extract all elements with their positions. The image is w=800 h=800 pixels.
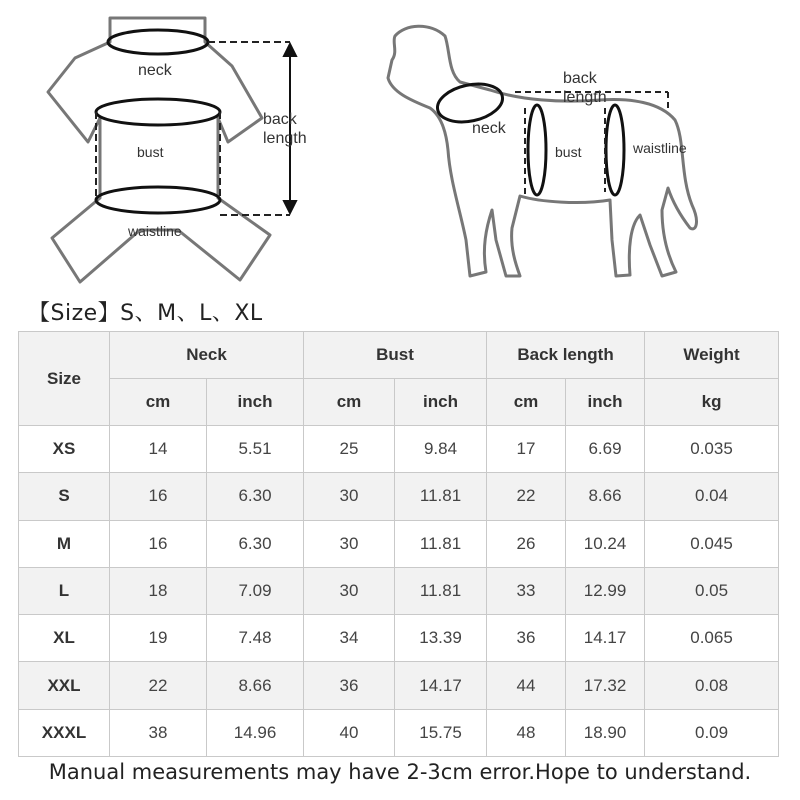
measurement-diagrams	[0, 0, 800, 295]
bust-inch-cell: 11.81	[395, 473, 487, 520]
back-length-arrow	[284, 44, 296, 213]
unit-neck-inch: inch	[207, 379, 304, 426]
back-inch-cell: 8.66	[566, 473, 645, 520]
table-body	[19, 426, 779, 757]
back-cm-cell: 48	[487, 709, 566, 756]
dog-neck-label: neck	[472, 120, 506, 137]
size-cell: M	[19, 520, 110, 567]
neck-cm-cell: 38	[110, 709, 207, 756]
garment-neck-label: neck	[138, 62, 172, 79]
table-row	[19, 473, 779, 520]
header-weight: Weight	[645, 332, 779, 379]
dog-length-label: length	[563, 89, 607, 106]
garment-bust-label: bust	[137, 144, 164, 160]
bust-cm-cell: 30	[304, 520, 395, 567]
dog-waistline-label: waistline	[633, 140, 687, 156]
neck-cm-cell: 16	[110, 473, 207, 520]
unit-bust-inch: inch	[395, 379, 487, 426]
table-row	[19, 615, 779, 662]
weight-kg-cell: 0.035	[645, 426, 779, 473]
neck-inch-cell: 7.09	[207, 567, 304, 614]
measurement-disclaimer: Manual measurements may have 2-3cm error.Hope to understand.	[48, 760, 752, 784]
unit-back-inch: inch	[566, 379, 645, 426]
available-sizes: 【Size】S、M、L、XL	[28, 301, 263, 326]
neck-inch-cell: 5.51	[207, 426, 304, 473]
table-header	[19, 332, 779, 426]
table-row	[19, 426, 779, 473]
bust-cm-cell: 30	[304, 567, 395, 614]
size-cell: XXL	[19, 662, 110, 709]
back-cm-cell: 26	[487, 520, 566, 567]
bust-cm-cell: 40	[304, 709, 395, 756]
header-size: Size	[19, 332, 110, 426]
table-row	[19, 520, 779, 567]
neck-inch-cell: 6.30	[207, 520, 304, 567]
bust-inch-cell: 9.84	[395, 426, 487, 473]
dog-back-label: back	[563, 70, 597, 87]
back-cm-cell: 22	[487, 473, 566, 520]
neck-inch-cell: 14.96	[207, 709, 304, 756]
table-row	[19, 709, 779, 756]
size-chart-table	[18, 331, 779, 757]
neck-cm-cell: 22	[110, 662, 207, 709]
back-cm-cell: 33	[487, 567, 566, 614]
size-cell: L	[19, 567, 110, 614]
size-cell: XS	[19, 426, 110, 473]
header-bust: Bust	[304, 332, 487, 379]
bust-inch-cell: 11.81	[395, 520, 487, 567]
back-inch-cell: 17.32	[566, 662, 645, 709]
garment-back-label: back	[263, 111, 297, 128]
table-row	[19, 662, 779, 709]
header-back-length: Back length	[487, 332, 645, 379]
back-cm-cell: 17	[487, 426, 566, 473]
neck-cm-cell: 19	[110, 615, 207, 662]
bust-inch-cell: 13.39	[395, 615, 487, 662]
weight-kg-cell: 0.05	[645, 567, 779, 614]
unit-weight-kg: kg	[645, 379, 779, 426]
garment-waistline-label: waistline	[128, 223, 182, 239]
neck-cm-cell: 14	[110, 426, 207, 473]
unit-back-cm: cm	[487, 379, 566, 426]
table-row	[19, 567, 779, 614]
neck-cm-cell: 16	[110, 520, 207, 567]
back-inch-cell: 10.24	[566, 520, 645, 567]
weight-kg-cell: 0.08	[645, 662, 779, 709]
size-cell: XXXL	[19, 709, 110, 756]
size-cell: S	[19, 473, 110, 520]
weight-kg-cell: 0.04	[645, 473, 779, 520]
back-cm-cell: 44	[487, 662, 566, 709]
bust-cm-cell: 25	[304, 426, 395, 473]
bust-inch-cell: 14.17	[395, 662, 487, 709]
back-inch-cell: 18.90	[566, 709, 645, 756]
size-cell: XL	[19, 615, 110, 662]
bust-inch-cell: 11.81	[395, 567, 487, 614]
neck-inch-cell: 8.66	[207, 662, 304, 709]
bust-cm-cell: 34	[304, 615, 395, 662]
neck-inch-cell: 6.30	[207, 473, 304, 520]
bust-cm-cell: 30	[304, 473, 395, 520]
weight-kg-cell: 0.065	[645, 615, 779, 662]
back-inch-cell: 6.69	[566, 426, 645, 473]
back-inch-cell: 12.99	[566, 567, 645, 614]
bust-cm-cell: 36	[304, 662, 395, 709]
neck-inch-cell: 7.48	[207, 615, 304, 662]
neck-cm-cell: 18	[110, 567, 207, 614]
unit-neck-cm: cm	[110, 379, 207, 426]
back-inch-cell: 14.17	[566, 615, 645, 662]
unit-bust-cm: cm	[304, 379, 395, 426]
back-cm-cell: 36	[487, 615, 566, 662]
weight-kg-cell: 0.045	[645, 520, 779, 567]
weight-kg-cell: 0.09	[645, 709, 779, 756]
garment-length-label: length	[263, 130, 307, 147]
bust-inch-cell: 15.75	[395, 709, 487, 756]
dog-bust-label: bust	[555, 144, 582, 160]
header-neck: Neck	[110, 332, 304, 379]
